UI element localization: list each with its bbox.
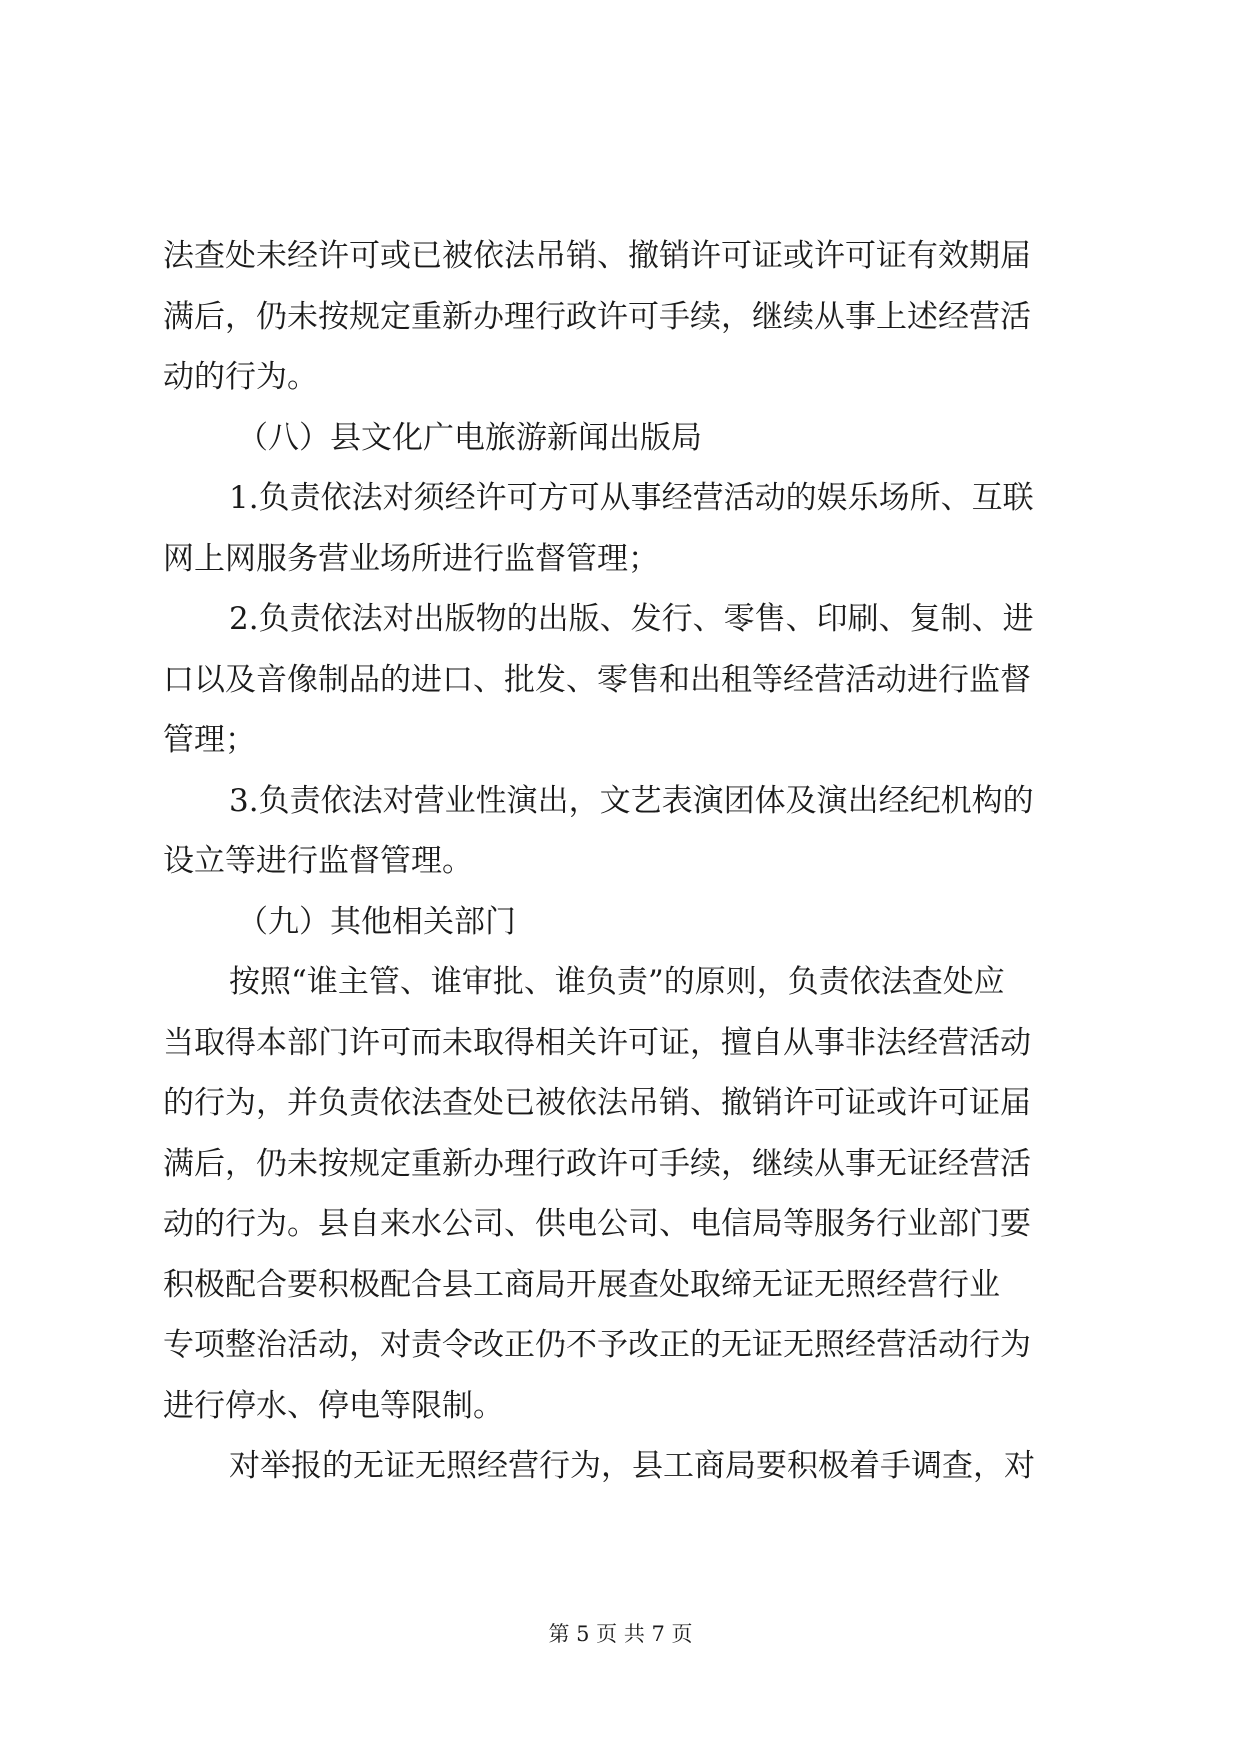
body-line: 进行停水、停电等限制。 — [163, 1387, 504, 1424]
body-line: 设立等进行监督管理。 — [163, 843, 473, 879]
body-line: 的行为，并负责依法查处已被依法吊销、撤销许可证或许可证届 — [163, 1085, 1031, 1121]
body-line: 满后，仍未按规定重新办理行政许可手续，继续从事无证经营活 — [163, 1145, 1031, 1182]
list-item-line: 3.负责依法对营业性演出，文艺表演团体及演出经纪机构的 — [229, 782, 1034, 819]
body-line: 法查处未经许可或已被依法吊销、撤销许可证或许可证有效期届 — [163, 238, 1031, 274]
body-line: 网上网服务营业场所进行监督管理； — [163, 540, 659, 577]
body-line: 当取得本部门许可而未取得相关许可证，擅自从事非法经营活动 — [163, 1024, 1031, 1061]
section-heading: （八）县文化广电旅游新闻出版局 — [237, 419, 702, 456]
list-item-line: 1.负责依法对须经许可方可从事经营活动的娱乐场所、互联 — [229, 480, 1034, 516]
paragraph-first-line: 按照“谁主管、谁审批、谁负责”的原则，负责依法查处应 — [229, 964, 1005, 1000]
page-footer — [0, 1620, 1241, 1648]
document-body — [163, 226, 1083, 1497]
body-line: 积极配合要积极配合县工商局开展查处取缔无证无照经营行业 — [163, 1266, 1000, 1303]
section-heading: （九）其他相关部门 — [237, 903, 516, 940]
body-line: 专项整治活动，对责令改正仍不予改正的无证无照经营活动行为 — [163, 1327, 1031, 1363]
body-line: 口以及音像制品的进口、批发、零售和出租等经营活动进行监督 — [163, 661, 1031, 698]
body-line: 动的行为。县自来水公司、供电公司、电信局等服务行业部门要 — [163, 1206, 1031, 1242]
body-line: 管理； — [163, 722, 256, 758]
body-line: 动的行为。 — [163, 359, 318, 395]
paragraph-first-line: 对举报的无证无照经营行为，县工商局要积极着手调查，对 — [229, 1448, 1035, 1484]
page-number: 第 5 页 共 7 页 — [548, 1622, 693, 1646]
list-item-line: 2.负责依法对出版物的出版、发行、零售、印刷、复制、进 — [229, 601, 1034, 637]
body-line: 满后，仍未按规定重新办理行政许可手续，继续从事上述经营活 — [163, 298, 1031, 335]
